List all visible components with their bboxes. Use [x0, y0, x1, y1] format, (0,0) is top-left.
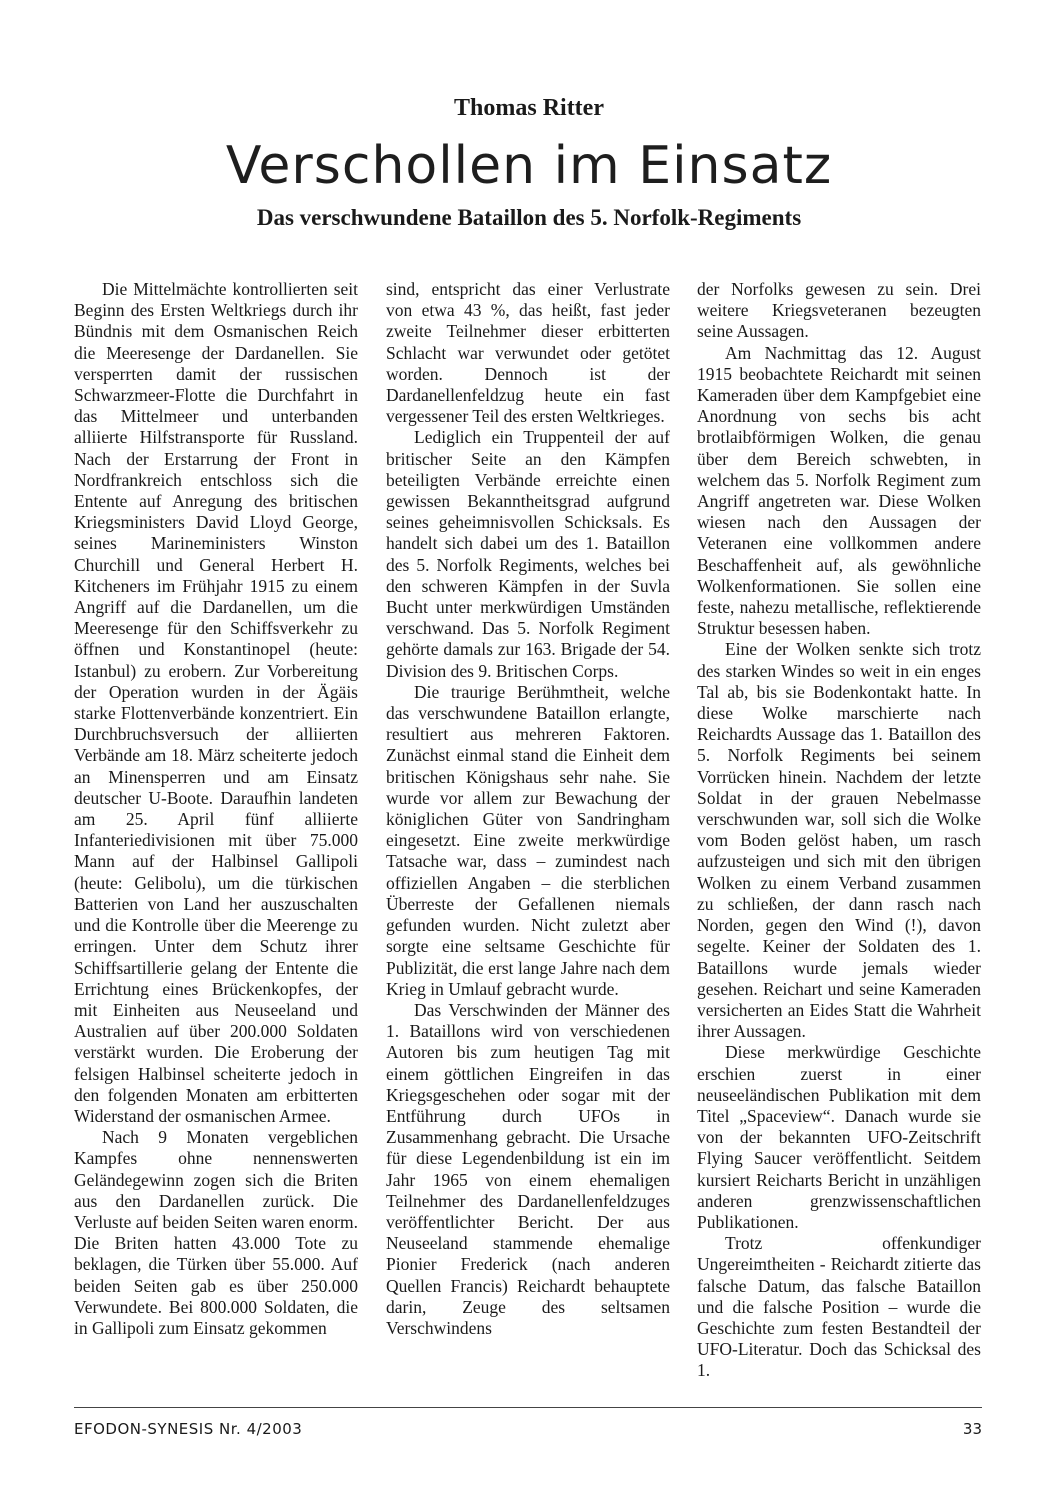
text-column-3 [697, 279, 981, 1399]
paragraph: Am Nachmittag das 12. August 1915 beobachtete Reichardt mit seinen Kameraden über dem Kampfgebiet eine Anordnung von sechs bis acht brotlaibförmigen Wolken, die genau über dem Bereich schwebten, in welchem das 5. Norfolk Regiment zum Angriff angetreten war. Diese Wolken wiesen nach den Aussagen der Veteranen eine vollkommen andere Beschaffenheit auf, als gewöhnliche Wolkenformationen. Sie sollen eine feste, nahezu metallische, reflektierende Struktur besessen haben. [697, 342, 981, 639]
paragraph: Die Mittelmächte kontrollierten seit Beginn des Ersten Weltkriegs durch ihr Bündnis mit dem Osmanischen Reich die Meeresenge der Dardanellen. Sie versperrten damit der russischen Schwarzmeer-Flotte die Durchfahrt in das Mittelmeer und unterbanden alliierte Hilfstransporte für Russland. Nach der Erstarrung der Front in Nordfrankreich entschloss sich die Entente auf Anregung des britischen Kriegsministers David Lloyd George, seines Marineministers Winston Churchill und General Herbert H. Kitcheners im Frühjahr 1915 zu einem Angriff auf die Dardanellen, um die Meeresenge für den Schiffsverkehr zu öffnen und Konstantinopel (heute: Istanbul) zu erobern. Zur Vorbereitung der Operation wurden in der Ägäis starke Flottenverbände konzentriert. Ein Durchbruchsversuch der alliierten Verbände am 18. März scheiterte jedoch an Minensperren und am Einsatz deutscher U-Boote. Daraufhin landeten am 25. April fünf alliierte Infanteriedivisionen mit über 75.000 Mann auf der Halbinsel Gallipoli (heute: Gelibolu), um die türkischen Batterien von Land her auszuschalten und die Kontrolle über die Meerenge zu erringen. Unter dem Schutz ihrer Schiffsartillerie gelang der Entente die Errichtung eines Brückenkopfes, der mit Einheiten aus Neuseeland und Australien auf über 200.000 Soldaten verstärkt wurden. Die Eroberung der felsigen Halbinsel scheiterte jedoch in den folgenden Monaten am erbitterten Widerstand der osmanischen Armee. [74, 279, 358, 1126]
paragraph: Lediglich ein Truppenteil der auf britischer Seite an den Kämpfen beteiligten Verbände erreichte einen gewissen Bekanntheitsgrad aufgrund seines geheimnisvollen Schicksals. Es handelt sich dabei um des 1. Bataillon des 5. Norfolk Regiments, welches bei den schweren Kämpfen in der Suvla Bucht unter merkwürdigen Umständen verschwand. Das 5. Norfolk Regiment gehörte damals zur 163. Brigade der 54. Division des 9. Britischen Corps. [386, 427, 670, 681]
paragraph: Trotz offenkundiger Ungereimtheiten - Reichardt zitierte das falsche Datum, das falsche Bataillon und die falsche Position – wurde die Geschichte zum festen Bestandteil der UFO-Literatur. Doch das Schicksal des 1. [697, 1233, 981, 1381]
paragraph: Diese merkwürdige Geschichte erschien zuerst in einer neuseeländischen Publikation mit dem Titel „Spaceview“. Danach wurde sie von der bekannten UFO-Zeitschrift Flying Saucer veröffentlicht. Seitdem kursiert Reicharts Bericht in unzähligen anderen grenzwissenschaftlichen Publikationen. [697, 1042, 981, 1232]
page-number: 33 [962, 1420, 982, 1438]
article-title: Verschollen im Einsatz [225, 136, 833, 196]
paragraph: Die traurige Berühmtheit, welche das verschwundene Bataillon erlangte, resultiert aus mehreren Faktoren. Zunächst einmal stand die Einheit dem britischen Königshaus sehr nahe. Sie wurde vor allem zur Bewachung der königlichen Güter von Sandringham eingesetzt. Eine zweite merkwürdige Tatsache war, dass – zumindest nach offiziellen Angaben – die sterblichen Überreste der Gefallenen niemals gefunden wurden. Nicht zuletzt aber sorgte eine seltsame Geschichte für Publizität, die erst lange Jahre nach dem Krieg in Umlauf gebracht wurde. [386, 681, 670, 999]
paragraph: Nach 9 Monaten vergeblichen Kampfes ohne nennenswerten Geländegewinn zogen sich die Briten aus den Dardanellen zurück. Die Verluste auf beiden Seiten waren enorm. Die Briten hatten 43.000 Tote zu beklagen, die Türken über 55.000. Auf beiden Seiten gab es über 250.000 Verwundete. Bei 800.000 Soldaten, die in Gallipoli zum Einsatz gekommen [74, 1127, 358, 1338]
author-name: Thomas Ritter [454, 95, 604, 121]
text-column-1 [74, 279, 358, 1399]
paragraph: Eine der Wolken senkte sich trotz des starken Windes so weit in ein enges Tal ab, bis sie Bodenkontakt hatte. In diese Wolke marschierte nach Reichardts Aussage das 1. Bataillon des 5. Norfolk Regiments bei seinem Vorrücken hinein. Nachdem der letzte Soldat in der grauen Nebelmasse verschwunden war, soll sich die Wolke vom Boden gelöst haben, um rasch aufzusteigen und sich mit den übrigen Wolken zu einem Verband zusammen zu schließen, der dann rasch nach Norden, gegen den Wind (!), davon segelte. Keiner der Soldaten des 1. Bataillons wurde jemals wieder gesehen. Reichart und seine Kameraden versicherten an Eides Statt die Wahrheit ihrer Aussagen. [697, 639, 981, 1042]
footer-divider [74, 1407, 982, 1408]
paragraph: Das Verschwinden der Männer des 1. Bataillons wird von verschiedenen Autoren bis zum heutigen Tag mit einem göttlichen Eingreifen in das Kriegsgeschehen oder sogar mit der Entführung durch UFOs in Zusammenhang gebracht. Die Ursache für diese Legendenbildung ist ein im Jahr 1965 von einem ehemaligen Teilnehmer des Dardanellenfeldzuges veröffentlichter Bericht. Der aus Neuseeland stammende ehemalige Pionier Frederick (nach anderen Quellen Francis) Reichardt behauptete darin, Zeuge des seltsamen Verschwindens [386, 999, 670, 1338]
footer-publication: EFODON-SYNESIS Nr. 4/2003 [74, 1420, 303, 1438]
text-column-2 [386, 279, 670, 1399]
paragraph: sind, entspricht das einer Verlustrate von etwa 43 %, das heißt, fast jeder zweite Teilnehmer dieser erbitterten Schlacht war verwundet oder getötet worden. Dennoch ist der Dardanellenfeldzug heute ein fast vergessener Teil des ersten Weltkrieges. [386, 279, 670, 427]
paragraph: der Norfolks gewesen zu sein. Drei weitere Kriegsveteranen bezeugten seine Aussagen. [697, 279, 981, 342]
article-subtitle: Das verschwundene Bataillon des 5. Norfolk-Regiments [256, 205, 802, 230]
